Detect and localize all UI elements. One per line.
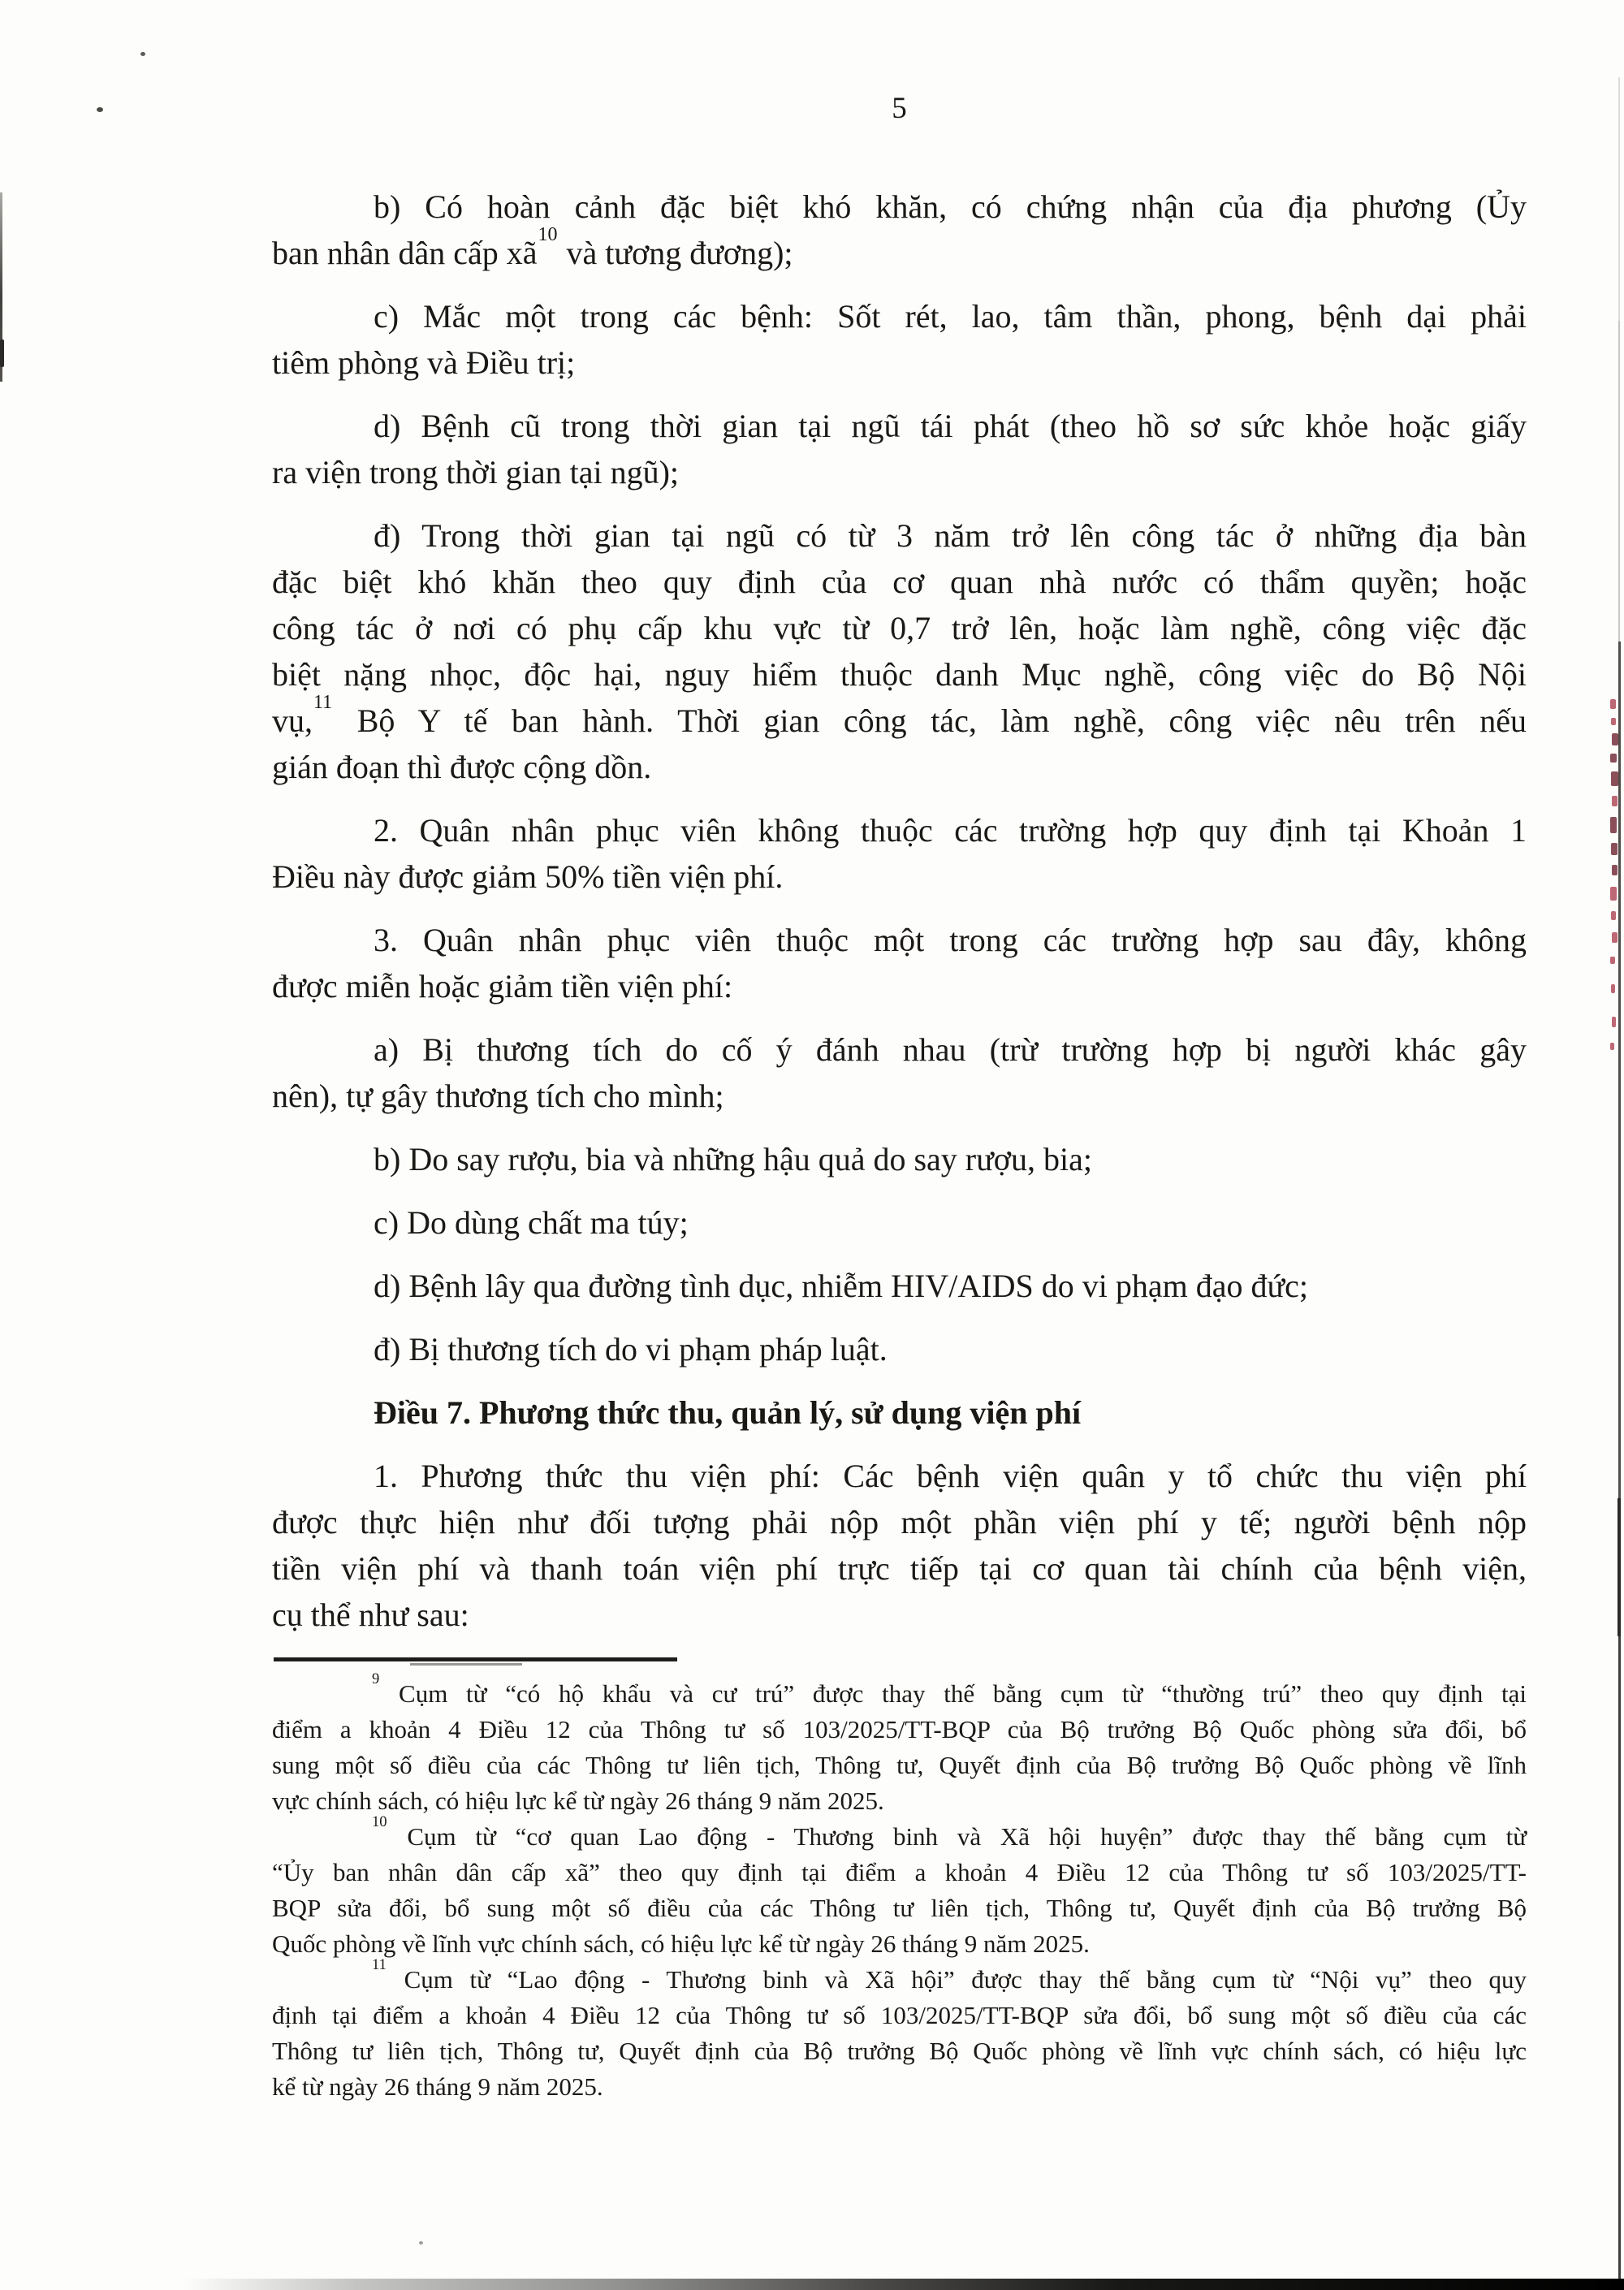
footnotes-section: [272, 1670, 1527, 2105]
text-line: định tại điểm a khoản 4 Điều 12 của Thông tư số 103/2025/TT-BQP sửa đổi, bổ sung một số điều của các: [272, 2001, 1527, 2029]
scan-edge-line-right: [1618, 1498, 1621, 1636]
paragraph: [272, 512, 1527, 790]
text-line: kể từ ngày 26 tháng 9 năm 2025.: [272, 2072, 603, 2101]
text-line: đ) Bị thương tích do vi phạm pháp luật.: [374, 1331, 888, 1368]
text-line: vụ,$^{11}$ Bộ Y tế ban hành. Thời gian công tác, làm nghề, công việc nêu trên nếu: [272, 691, 1527, 739]
text-line: “Ủy ban nhân dân cấp xã” theo quy định tại điểm a khoản 4 Điều 12 của Thông tư số 103/2025/TT-: [272, 1858, 1527, 1886]
scan-dot: [140, 52, 145, 56]
footnote-ref: 11: [372, 1956, 387, 1974]
text-line: nên), tự gây thương tích cho mình;: [272, 1078, 724, 1114]
footnote-separator-fragment: [410, 1663, 522, 1666]
text-line: vực chính sách, có hiệu lực kể từ ngày 26 tháng 9 năm 2025.: [272, 1787, 884, 1815]
paragraph: [272, 293, 1527, 386]
text-line: biệt nặng nhọc, độc hại, nguy hiểm thuộc danh Mục nghề, công việc do Bộ Nội: [272, 656, 1527, 693]
text-line: tiền viện phí và thanh toán viện phí trực tiếp tại cơ quan tài chính của bệnh viện,: [272, 1550, 1527, 1587]
text-line: 1. Phương thức thu viện phí: Các bệnh viện quân y tổ chức thu viện phí: [374, 1458, 1527, 1494]
red-ink-mark: [1610, 1043, 1614, 1050]
text-line: d) Bệnh cũ trong thời gian tại ngũ tái phát (theo hồ sơ sức khỏe hoặc giấy: [374, 408, 1527, 444]
paragraph: [272, 917, 1527, 1009]
red-ink-mark: [1611, 911, 1616, 920]
scan-edge-line-right: [1618, 1636, 1621, 2290]
footnote-ref: 9: [372, 1670, 380, 1688]
text-line: công tác ở nơi có phụ cấp khu vực từ 0,7 trở lên, hoặc làm nghề, công việc đặc: [272, 610, 1527, 646]
text-line: $^{10}$ Cụm từ “cơ quan Lao động - Thương binh và Xã hội huyện” được thay thế bằng cụm từ: [372, 1813, 1527, 1851]
text-line: 2. Quân nhân phục viên không thuộc các trường hợp quy định tại Khoản 1: [374, 812, 1527, 849]
paragraph: [272, 1199, 1527, 1246]
text-line: cụ thể như sau:: [272, 1597, 469, 1633]
scan-edge-line-right: [1618, 77, 1620, 321]
text-line: đặc biệt khó khăn theo quy định của cơ quan nhà nước có thẩm quyền; hoặc: [272, 564, 1527, 600]
scan-edge-line-right: [1618, 321, 1620, 642]
footnote-ref: 10: [538, 223, 558, 245]
red-ink-mark: [1610, 957, 1615, 964]
red-ink-mark: [1610, 699, 1616, 709]
paragraph: [272, 184, 1527, 276]
text-line: Quốc phòng về lĩnh vực chính sách, có hiệu lực kể từ ngày 26 tháng 9 năm 2025.: [272, 1929, 1090, 1958]
text-line: được thực hiện như đối tượng phải nộp một phần viện phí y tế; người bệnh nộp: [272, 1504, 1527, 1540]
red-ink-mark: [1612, 733, 1618, 745]
text-line: ra viện trong thời gian tại ngũ);: [272, 454, 680, 490]
red-ink-mark: [1611, 771, 1618, 786]
scan-dot: [97, 107, 103, 112]
red-ink-mark: [1610, 817, 1617, 833]
text-line: được miễn hoặc giảm tiền viện phí:: [272, 968, 733, 1005]
scan-bottom-shadow: [183, 2279, 1624, 2290]
text-line: sung một số điều của các Thông tư liên tịch, Thông tư, Quyết định của Bộ trưởng Bộ Quốc phòng về lĩnh: [272, 1751, 1527, 1779]
red-ink-mark: [1612, 865, 1618, 875]
page-number: 5: [892, 92, 907, 125]
text-line: b) Có hoàn cảnh đặc biệt khó khăn, có chứng nhận của địa phương (Ủy: [374, 188, 1527, 225]
paragraph: [272, 1453, 1527, 1638]
text-line: a) Bị thương tích do cố ý đánh nhau (trừ trường hợp bị người khác gây: [374, 1031, 1527, 1068]
footnote-ref: 11: [313, 691, 333, 713]
text-line: ban nhân dân cấp xã$^{10}$ và tương đương);: [272, 223, 793, 271]
red-ink-mark: [1612, 932, 1618, 943]
footnote: [272, 1956, 1527, 2105]
article-heading: [272, 1389, 1527, 1436]
text-line: d) Bệnh lây qua đường tình dục, nhiễm HIV/AIDS do vi phạm đạo đức;: [374, 1268, 1308, 1304]
red-ink-mark: [1610, 887, 1617, 901]
paragraph: [272, 1263, 1527, 1309]
red-ink-mark: [1612, 1017, 1616, 1027]
text-line: Điều 7. Phương thức thu, quản lý, sử dụng viện phí: [374, 1394, 1082, 1431]
paragraph: [272, 403, 1527, 495]
red-ink-mark: [1612, 796, 1618, 806]
text-line: đ) Trong thời gian tại ngũ có từ 3 năm trở lên công tác ở những địa bàn: [374, 517, 1527, 554]
text-line: gián đoạn thì được cộng dồn.: [272, 749, 652, 785]
footnote: [272, 1670, 1527, 1819]
red-ink-mark: [1611, 718, 1616, 725]
text-line: Điều này được giảm 50% tiền viện phí.: [272, 858, 784, 895]
text-line: c) Do dùng chất ma túy;: [374, 1204, 689, 1241]
text-line: b) Do say rượu, bia và những hậu quả do say rượu, bia;: [374, 1141, 1092, 1177]
footnote: [272, 1813, 1527, 1962]
red-ink-mark: [1611, 984, 1615, 993]
paragraph: [272, 1026, 1527, 1119]
document-body: [272, 184, 1527, 1655]
paragraph: [272, 1326, 1527, 1372]
red-ink-mark: [1610, 754, 1617, 763]
text-line: $^9$ Cụm từ “có hộ khẩu và cư trú” được thay thế bằng cụm từ “thường trú” theo quy định tại: [372, 1670, 1527, 1708]
text-line: Thông tư liên tịch, Thông tư, Quyết định của Bộ trưởng Bộ Quốc phòng về lĩnh vực chính sách, có hiệu lực: [272, 2037, 1527, 2065]
scan-edge-mark-left: [0, 339, 4, 367]
paragraph: [272, 807, 1527, 900]
text-line: BQP sửa đổi, bổ sung một số điều của các Thông tư liên tịch, Thông tư, Quyết định của Bộ trưởng Bộ: [272, 1894, 1527, 1922]
text-line: c) Mắc một trong các bệnh: Sốt rét, lao, tâm thần, phong, bệnh dại phải: [374, 298, 1527, 335]
footnote-ref: 10: [372, 1813, 387, 1831]
red-ink-mark: [1611, 843, 1618, 855]
text-line: tiêm phòng và Điều trị;: [272, 344, 576, 381]
scan-dot: [419, 2241, 423, 2245]
text-line: $^{11}$ Cụm từ “Lao động - Thương binh và Xã hội” được thay thế bằng cụm từ “Nội vụ” theo quy: [372, 1956, 1527, 1994]
scan-edge-line-right: [1618, 642, 1621, 1498]
text-line: điểm a khoản 4 Điều 12 của Thông tư số 103/2025/TT-BQP của Bộ trưởng Bộ Quốc phòng sửa đổi, bổ: [272, 1715, 1527, 1743]
footnote-separator: [274, 1657, 677, 1661]
paragraph: [272, 1136, 1527, 1182]
text-line: 3. Quân nhân phục viên thuộc một trong các trường hợp sau đây, không: [374, 922, 1527, 958]
